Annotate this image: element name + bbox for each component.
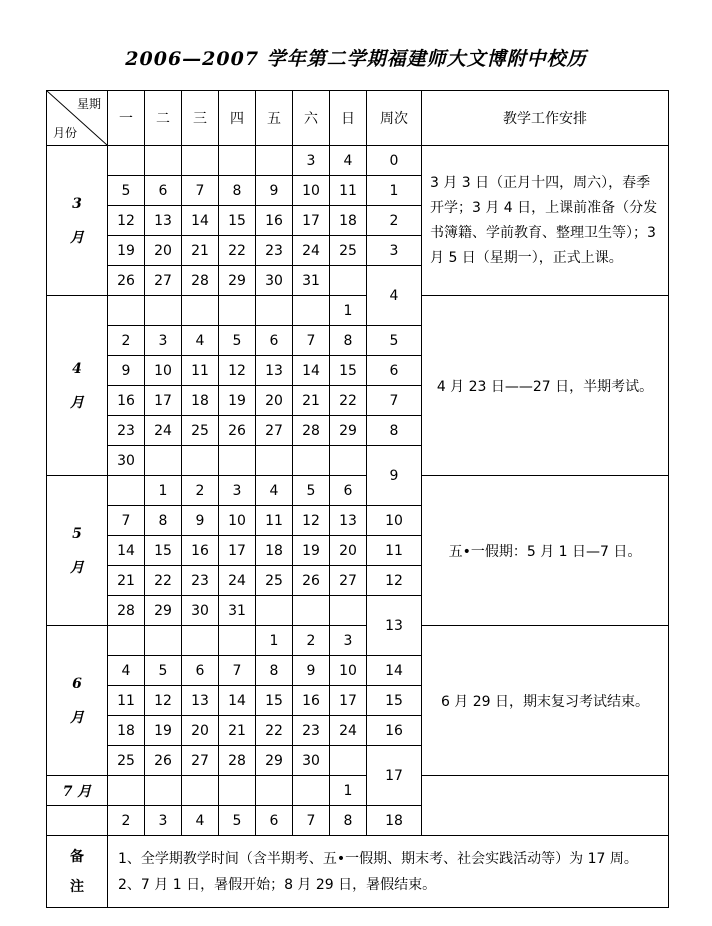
week-number: 4 xyxy=(367,266,422,326)
date-cell: 2 xyxy=(182,476,219,506)
month-label-char: 4 xyxy=(72,360,82,377)
date-cell: 20 xyxy=(330,536,367,566)
date-cell xyxy=(293,596,330,626)
week-number: 14 xyxy=(367,656,422,686)
date-cell: 15 xyxy=(256,686,293,716)
date-cell: 5 xyxy=(219,806,256,836)
week-number: 18 xyxy=(367,806,422,836)
date-cell xyxy=(108,146,145,176)
date-cell: 13 xyxy=(145,206,182,236)
calendar-title: 2006—2007 学年第二学期福建师大文博附中校历 xyxy=(125,48,587,70)
date-cell: 22 xyxy=(219,236,256,266)
date-cell xyxy=(108,626,145,656)
date-cell xyxy=(256,146,293,176)
date-cell: 29 xyxy=(330,416,367,446)
date-cell: 22 xyxy=(256,716,293,746)
date-cell: 31 xyxy=(219,596,256,626)
date-cell xyxy=(293,446,330,476)
date-cell: 8 xyxy=(330,326,367,356)
month-label xyxy=(47,476,108,626)
date-cell: 2 xyxy=(293,626,330,656)
date-cell: 25 xyxy=(182,416,219,446)
month-label-char: 月 xyxy=(70,394,84,411)
month-label-empty xyxy=(47,806,108,836)
date-cell: 15 xyxy=(219,206,256,236)
date-cell: 6 xyxy=(182,656,219,686)
month-label-char: 6 xyxy=(72,675,82,692)
date-cell: 21 xyxy=(293,386,330,416)
weekday-header: 一 xyxy=(108,91,145,146)
date-cell: 7 xyxy=(182,176,219,206)
date-cell: 15 xyxy=(330,356,367,386)
weekday-header: 二 xyxy=(145,91,182,146)
date-cell: 6 xyxy=(330,476,367,506)
date-cell xyxy=(330,266,367,296)
date-cell: 12 xyxy=(145,686,182,716)
date-cell xyxy=(182,626,219,656)
date-cell: 17 xyxy=(330,686,367,716)
date-cell: 29 xyxy=(256,746,293,776)
date-cell: 7 xyxy=(108,506,145,536)
date-cell: 11 xyxy=(256,506,293,536)
date-cell: 30 xyxy=(108,446,145,476)
date-cell: 23 xyxy=(108,416,145,446)
date-cell: 23 xyxy=(182,566,219,596)
date-cell: 19 xyxy=(219,386,256,416)
week-number: 0 xyxy=(367,146,422,176)
date-cell: 26 xyxy=(108,266,145,296)
week-number: 17 xyxy=(367,746,422,806)
date-cell: 13 xyxy=(182,686,219,716)
date-cell: 7 xyxy=(219,656,256,686)
date-cell: 18 xyxy=(330,206,367,236)
date-cell: 6 xyxy=(256,326,293,356)
week-number: 11 xyxy=(367,536,422,566)
date-cell xyxy=(182,146,219,176)
notes-row xyxy=(47,836,669,908)
weekday-header: 三 xyxy=(182,91,219,146)
date-cell: 9 xyxy=(293,656,330,686)
date-cell: 20 xyxy=(182,716,219,746)
month-label-char: 3 xyxy=(72,195,82,212)
date-cell: 3 xyxy=(330,626,367,656)
date-cell: 2 xyxy=(108,806,145,836)
date-cell: 21 xyxy=(108,566,145,596)
date-cell: 14 xyxy=(182,206,219,236)
date-cell: 4 xyxy=(256,476,293,506)
date-cell xyxy=(293,776,330,806)
date-cell: 31 xyxy=(293,266,330,296)
date-cell: 16 xyxy=(293,686,330,716)
date-cell: 22 xyxy=(330,386,367,416)
notes-label xyxy=(47,836,108,908)
calendar-row xyxy=(47,146,669,176)
date-cell xyxy=(256,596,293,626)
date-cell: 3 xyxy=(293,146,330,176)
date-cell: 26 xyxy=(145,746,182,776)
date-cell: 16 xyxy=(182,536,219,566)
date-cell: 23 xyxy=(293,716,330,746)
weekday-header: 四 xyxy=(219,91,256,146)
week-number: 1 xyxy=(367,176,422,206)
date-cell xyxy=(145,626,182,656)
date-cell: 11 xyxy=(182,356,219,386)
date-cell xyxy=(330,596,367,626)
date-cell: 30 xyxy=(182,596,219,626)
date-cell: 4 xyxy=(330,146,367,176)
date-cell: 13 xyxy=(330,506,367,536)
date-cell xyxy=(145,446,182,476)
plan-march: 3 月 3 日（正月十四，周六），春季开学；3 月 4 日，上课前准备（分发书簿籍、学前教育、整理卫生等）；3 月 5 日（星期一），正式上课。 xyxy=(422,146,669,296)
date-cell: 24 xyxy=(293,236,330,266)
date-cell: 9 xyxy=(182,506,219,536)
date-cell: 29 xyxy=(145,596,182,626)
week-number: 3 xyxy=(367,236,422,266)
date-cell: 26 xyxy=(219,416,256,446)
date-cell xyxy=(182,296,219,326)
date-cell: 21 xyxy=(219,716,256,746)
date-cell xyxy=(145,296,182,326)
date-cell: 9 xyxy=(256,176,293,206)
date-cell: 10 xyxy=(330,656,367,686)
week-number: 16 xyxy=(367,716,422,746)
date-cell: 5 xyxy=(145,656,182,686)
week-number: 12 xyxy=(367,566,422,596)
date-cell: 10 xyxy=(145,356,182,386)
school-calendar-table xyxy=(46,90,669,908)
date-cell: 3 xyxy=(145,806,182,836)
week-number: 15 xyxy=(367,686,422,716)
date-cell: 7 xyxy=(293,326,330,356)
date-cell: 3 xyxy=(219,476,256,506)
date-cell: 23 xyxy=(256,236,293,266)
date-cell: 19 xyxy=(293,536,330,566)
note-line: 2、7 月 1 日，暑假开始；8 月 29 日，暑假结束。 xyxy=(118,876,437,893)
date-cell xyxy=(108,776,145,806)
week-number: 10 xyxy=(367,506,422,536)
date-cell: 28 xyxy=(182,266,219,296)
month-label-char: 月 xyxy=(70,709,84,726)
date-cell xyxy=(145,776,182,806)
date-cell xyxy=(108,476,145,506)
calendar-row xyxy=(47,476,669,506)
date-cell: 4 xyxy=(182,806,219,836)
date-cell: 5 xyxy=(219,326,256,356)
date-cell: 13 xyxy=(256,356,293,386)
month-label-char: 月 xyxy=(70,229,84,246)
date-cell: 24 xyxy=(219,566,256,596)
plan-april: 4 月 23 日——27 日，半期考试。 xyxy=(422,296,669,476)
date-cell: 28 xyxy=(108,596,145,626)
date-cell: 1 xyxy=(330,296,367,326)
date-cell: 28 xyxy=(293,416,330,446)
date-cell: 3 xyxy=(145,326,182,356)
week-number: 8 xyxy=(367,416,422,446)
date-cell: 5 xyxy=(293,476,330,506)
date-cell xyxy=(219,446,256,476)
week-number-header: 周次 xyxy=(367,91,422,146)
date-cell xyxy=(256,296,293,326)
notes-label-char: 注 xyxy=(70,878,84,895)
date-cell: 12 xyxy=(108,206,145,236)
week-number: 13 xyxy=(367,596,422,656)
note-line: 1、全学期教学时间（含半期考、五•一假期、期末考、社会实践活动等）为 17 周。 xyxy=(118,850,638,867)
date-cell: 26 xyxy=(293,566,330,596)
date-cell: 21 xyxy=(182,236,219,266)
month-label xyxy=(47,296,108,476)
month-label xyxy=(47,146,108,296)
date-cell: 12 xyxy=(219,356,256,386)
date-cell: 17 xyxy=(145,386,182,416)
date-cell xyxy=(182,446,219,476)
date-cell: 30 xyxy=(256,266,293,296)
date-cell: 5 xyxy=(108,176,145,206)
date-cell xyxy=(330,746,367,776)
date-cell: 27 xyxy=(256,416,293,446)
date-cell: 8 xyxy=(145,506,182,536)
date-cell: 15 xyxy=(145,536,182,566)
date-cell: 28 xyxy=(219,746,256,776)
calendar-row xyxy=(47,296,669,326)
date-cell: 8 xyxy=(256,656,293,686)
date-cell: 27 xyxy=(145,266,182,296)
calendar-row xyxy=(47,776,669,806)
date-cell xyxy=(145,146,182,176)
month-label-char: 5 xyxy=(72,525,82,542)
date-cell: 17 xyxy=(293,206,330,236)
plan-empty xyxy=(422,776,669,836)
corner-cell xyxy=(47,91,108,146)
date-cell: 18 xyxy=(108,716,145,746)
date-cell: 22 xyxy=(145,566,182,596)
date-cell: 12 xyxy=(293,506,330,536)
date-cell xyxy=(330,446,367,476)
plan-may: 五•一假期：5 月 1 日—7 日。 xyxy=(422,476,669,626)
date-cell: 27 xyxy=(330,566,367,596)
date-cell: 24 xyxy=(145,416,182,446)
week-number: 7 xyxy=(367,386,422,416)
date-cell: 9 xyxy=(108,356,145,386)
month-label-char: 月 xyxy=(70,559,84,576)
notes-label-char: 备 xyxy=(70,848,84,865)
week-number: 6 xyxy=(367,356,422,386)
plan-header: 教学工作安排 xyxy=(422,91,669,146)
date-cell xyxy=(256,776,293,806)
notes-body xyxy=(108,836,669,908)
date-cell xyxy=(219,146,256,176)
date-cell: 8 xyxy=(219,176,256,206)
date-cell: 4 xyxy=(182,326,219,356)
date-cell: 16 xyxy=(256,206,293,236)
date-cell: 20 xyxy=(145,236,182,266)
corner-label-weekday: 星期 xyxy=(76,97,101,111)
date-cell: 20 xyxy=(256,386,293,416)
date-cell: 30 xyxy=(293,746,330,776)
corner-label-month: 月份 xyxy=(53,126,78,140)
date-cell xyxy=(256,446,293,476)
header-row xyxy=(47,91,669,146)
date-cell xyxy=(219,296,256,326)
week-number: 9 xyxy=(367,446,422,506)
date-cell: 14 xyxy=(219,686,256,716)
date-cell: 14 xyxy=(108,536,145,566)
date-cell: 14 xyxy=(293,356,330,386)
date-cell xyxy=(182,776,219,806)
date-cell: 7 xyxy=(293,806,330,836)
weekday-header: 五 xyxy=(256,91,293,146)
date-cell xyxy=(108,296,145,326)
date-cell: 27 xyxy=(182,746,219,776)
date-cell xyxy=(219,626,256,656)
weekday-header: 日 xyxy=(330,91,367,146)
date-cell: 1 xyxy=(145,476,182,506)
date-cell: 25 xyxy=(330,236,367,266)
date-cell: 10 xyxy=(293,176,330,206)
weekday-header: 六 xyxy=(293,91,330,146)
date-cell: 1 xyxy=(330,776,367,806)
date-cell: 2 xyxy=(108,326,145,356)
date-cell: 19 xyxy=(108,236,145,266)
plan-june: 6 月 29 日，期末复习考试结束。 xyxy=(422,626,669,776)
month-label: 7 月 xyxy=(47,776,108,806)
date-cell: 24 xyxy=(330,716,367,746)
date-cell: 6 xyxy=(256,806,293,836)
date-cell: 11 xyxy=(108,686,145,716)
week-number: 5 xyxy=(367,326,422,356)
date-cell: 17 xyxy=(219,536,256,566)
date-cell: 11 xyxy=(330,176,367,206)
date-cell: 29 xyxy=(219,266,256,296)
date-cell: 18 xyxy=(182,386,219,416)
date-cell: 10 xyxy=(219,506,256,536)
date-cell: 16 xyxy=(108,386,145,416)
date-cell: 4 xyxy=(108,656,145,686)
date-cell xyxy=(293,296,330,326)
week-number: 2 xyxy=(367,206,422,236)
month-label xyxy=(47,626,108,776)
date-cell: 25 xyxy=(256,566,293,596)
date-cell: 19 xyxy=(145,716,182,746)
date-cell: 6 xyxy=(145,176,182,206)
date-cell: 1 xyxy=(256,626,293,656)
calendar-row xyxy=(47,626,669,656)
date-cell: 18 xyxy=(256,536,293,566)
date-cell: 25 xyxy=(108,746,145,776)
date-cell xyxy=(219,776,256,806)
date-cell: 8 xyxy=(330,806,367,836)
